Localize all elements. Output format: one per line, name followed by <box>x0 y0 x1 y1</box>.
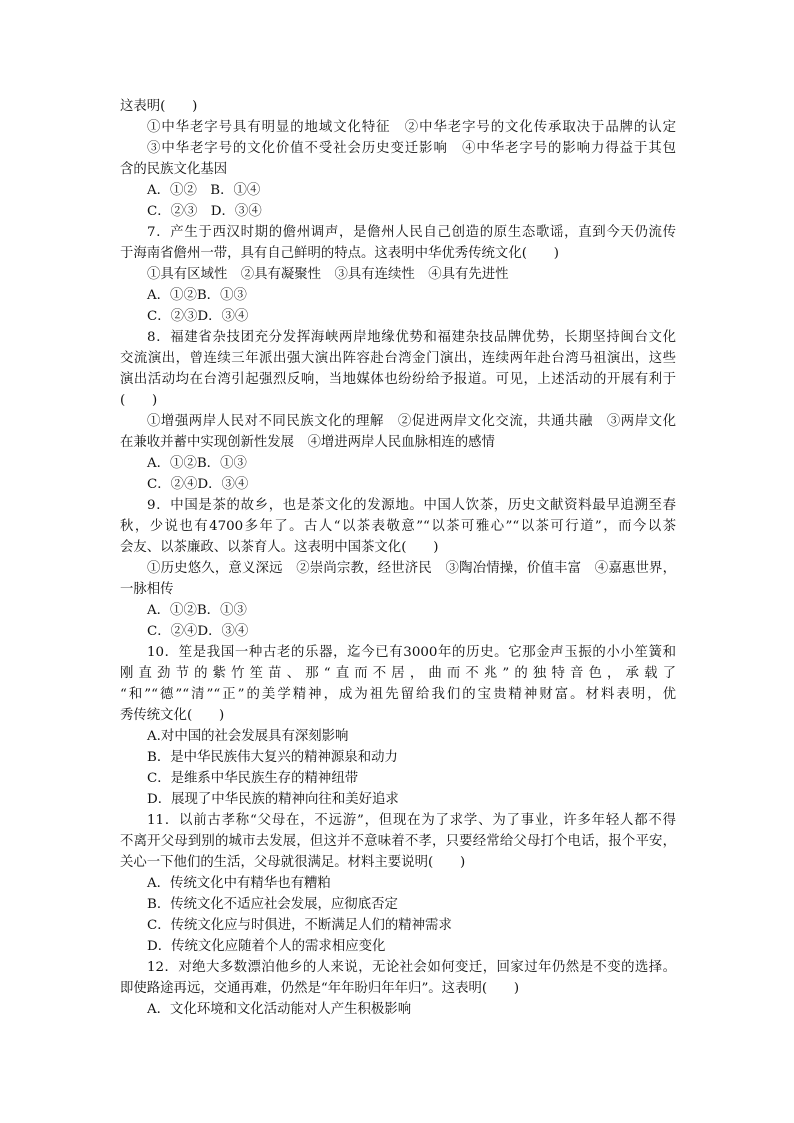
text-line: ①中华老字号具有明显的地域文化特征 ②中华老字号的文化传承取决于品牌的认定 <box>147 120 676 135</box>
text-line: 7．产生于西汉时期的儋州调声，是儋州人民自己创造的原生态歌谣，直到今天仍流传 <box>147 225 676 240</box>
text-line: C．②③ D．③④ <box>147 204 262 219</box>
text-line: 这表明( ) <box>120 99 198 114</box>
text-line: A．①②B．①③ <box>147 288 247 303</box>
text-line: 交流演出，曾连续三年派出强大演出阵容赴台湾金门演出，连续两年赴台湾马祖演出，这些 <box>120 351 676 366</box>
text-line: 于海南省儋州一带，具有自己鲜明的特点。这表明中华优秀传统文化( ) <box>120 246 559 261</box>
text-line: 会友、以茶廉政、以茶育人。这表明中国茶文化( ) <box>120 540 439 555</box>
text-line: 8．福建省杂技团充分发挥海峡两岸地缘优势和福建杂技品牌优势，长期坚持闽台文化 <box>147 330 676 345</box>
text-line: 11．以前古孝称“父母在，不远游”，但现在为了求学、为了事业，许多年轻人都不得 <box>147 813 676 828</box>
text-line: D．展现了中华民族的精神向往和美好追求 <box>147 792 399 807</box>
text-line: C．是维系中华民族生存的精神纽带 <box>147 771 359 786</box>
text-line: C．②④D．③④ <box>147 624 249 639</box>
text-line: ①增强两岸人民对不同民族文化的理解 ②促进两岸文化交流，共通共融 ③两岸文化 <box>147 414 676 429</box>
text-line: 在兼收并蓄中实现创新性发展 ④增进两岸人民血脉相连的感情 <box>120 435 495 450</box>
text-line: A．①②B．①③ <box>147 603 247 618</box>
text-line: 演出活动均在台湾引起强烈反响，当地媒体也纷纷给予报道。可见，上述活动的开展有利于 <box>120 372 676 387</box>
text-line: C．②④D．③④ <box>147 477 249 492</box>
text-line: 不离开父母到别的城市去发展，但这并不意味着不孝，只要经常给父母打个电话，报个平安， <box>120 834 676 849</box>
text-line: “和”“德”“清”“正”的美学精神，成为祖先留给我们的宝贵精神财富。材料表明，优 <box>120 687 676 702</box>
text-line: 秀传统文化( ) <box>120 708 225 723</box>
text-line: 刚直劲节的紫竹笙苗、那“直而不居，曲而不兆”的独特音色，承载了 <box>120 666 676 681</box>
text-line: 含的民族文化基因 <box>120 162 228 177</box>
text-line: A．①②B．①③ <box>147 456 247 471</box>
text-line: D．传统文化应随着个人的需求相应变化 <box>147 939 386 954</box>
text-line: C．②③D．③④ <box>147 309 249 324</box>
text-line: A.对中国的社会发展具有深刻影响 <box>147 729 349 744</box>
text-line: 一脉相传 <box>120 582 174 597</box>
text-line: 关心一下他们的生活，父母就很满足。材料主要说明( ) <box>120 855 466 870</box>
text-line: B．是中华民族伟大复兴的精神源泉和动力 <box>147 750 398 765</box>
document-page <box>120 96 676 1020</box>
text-line: 10．笙是我国一种古老的乐器，迄今已有3000年的历史。它那金声玉振的小小笙簧和 <box>147 645 676 660</box>
text-line: A．①② B．①④ <box>147 183 261 198</box>
text-line: A．传统文化中有精华也有糟粕 <box>147 876 331 891</box>
text-line: A．文化环境和文化活动能对人产生积极影响 <box>147 1002 412 1017</box>
text-line: 9．中国是茶的故乡，也是茶文化的发源地。中国人饮茶，历史文献资料最早追溯至春 <box>147 498 676 513</box>
text-line: 即使路途再远，交通再难，仍然是“年年盼归年年归”。这表明( ) <box>120 981 520 996</box>
text-line: B．传统文化不适应社会发展，应彻底否定 <box>147 897 398 912</box>
text-line: 秋，少说也有4700多年了。古人“以茶表敬意”“以茶可雅心”“以茶可行道”，而今以茶 <box>120 519 676 534</box>
text-line: ( ) <box>120 393 158 408</box>
text-line: ①历史悠久，意义深远 ②崇尚宗教，经世济民 ③陶冶情操，价值丰富 ④嘉惠世界， <box>147 561 676 576</box>
text-line: ③中华老字号的文化价值不受社会历史变迁影响 ④中华老字号的影响力得益于其包 <box>147 141 676 156</box>
text-line: 12．对绝大多数漂泊他乡的人来说，无论社会如何变迁，回家过年仍然是不变的选择。 <box>147 960 676 975</box>
text-line: C．传统文化应与时俱进，不断满足人们的精神需求 <box>147 918 452 933</box>
text-line: ①具有区域性 ②具有凝聚性 ③具有连续性 ④具有先进性 <box>147 267 509 282</box>
